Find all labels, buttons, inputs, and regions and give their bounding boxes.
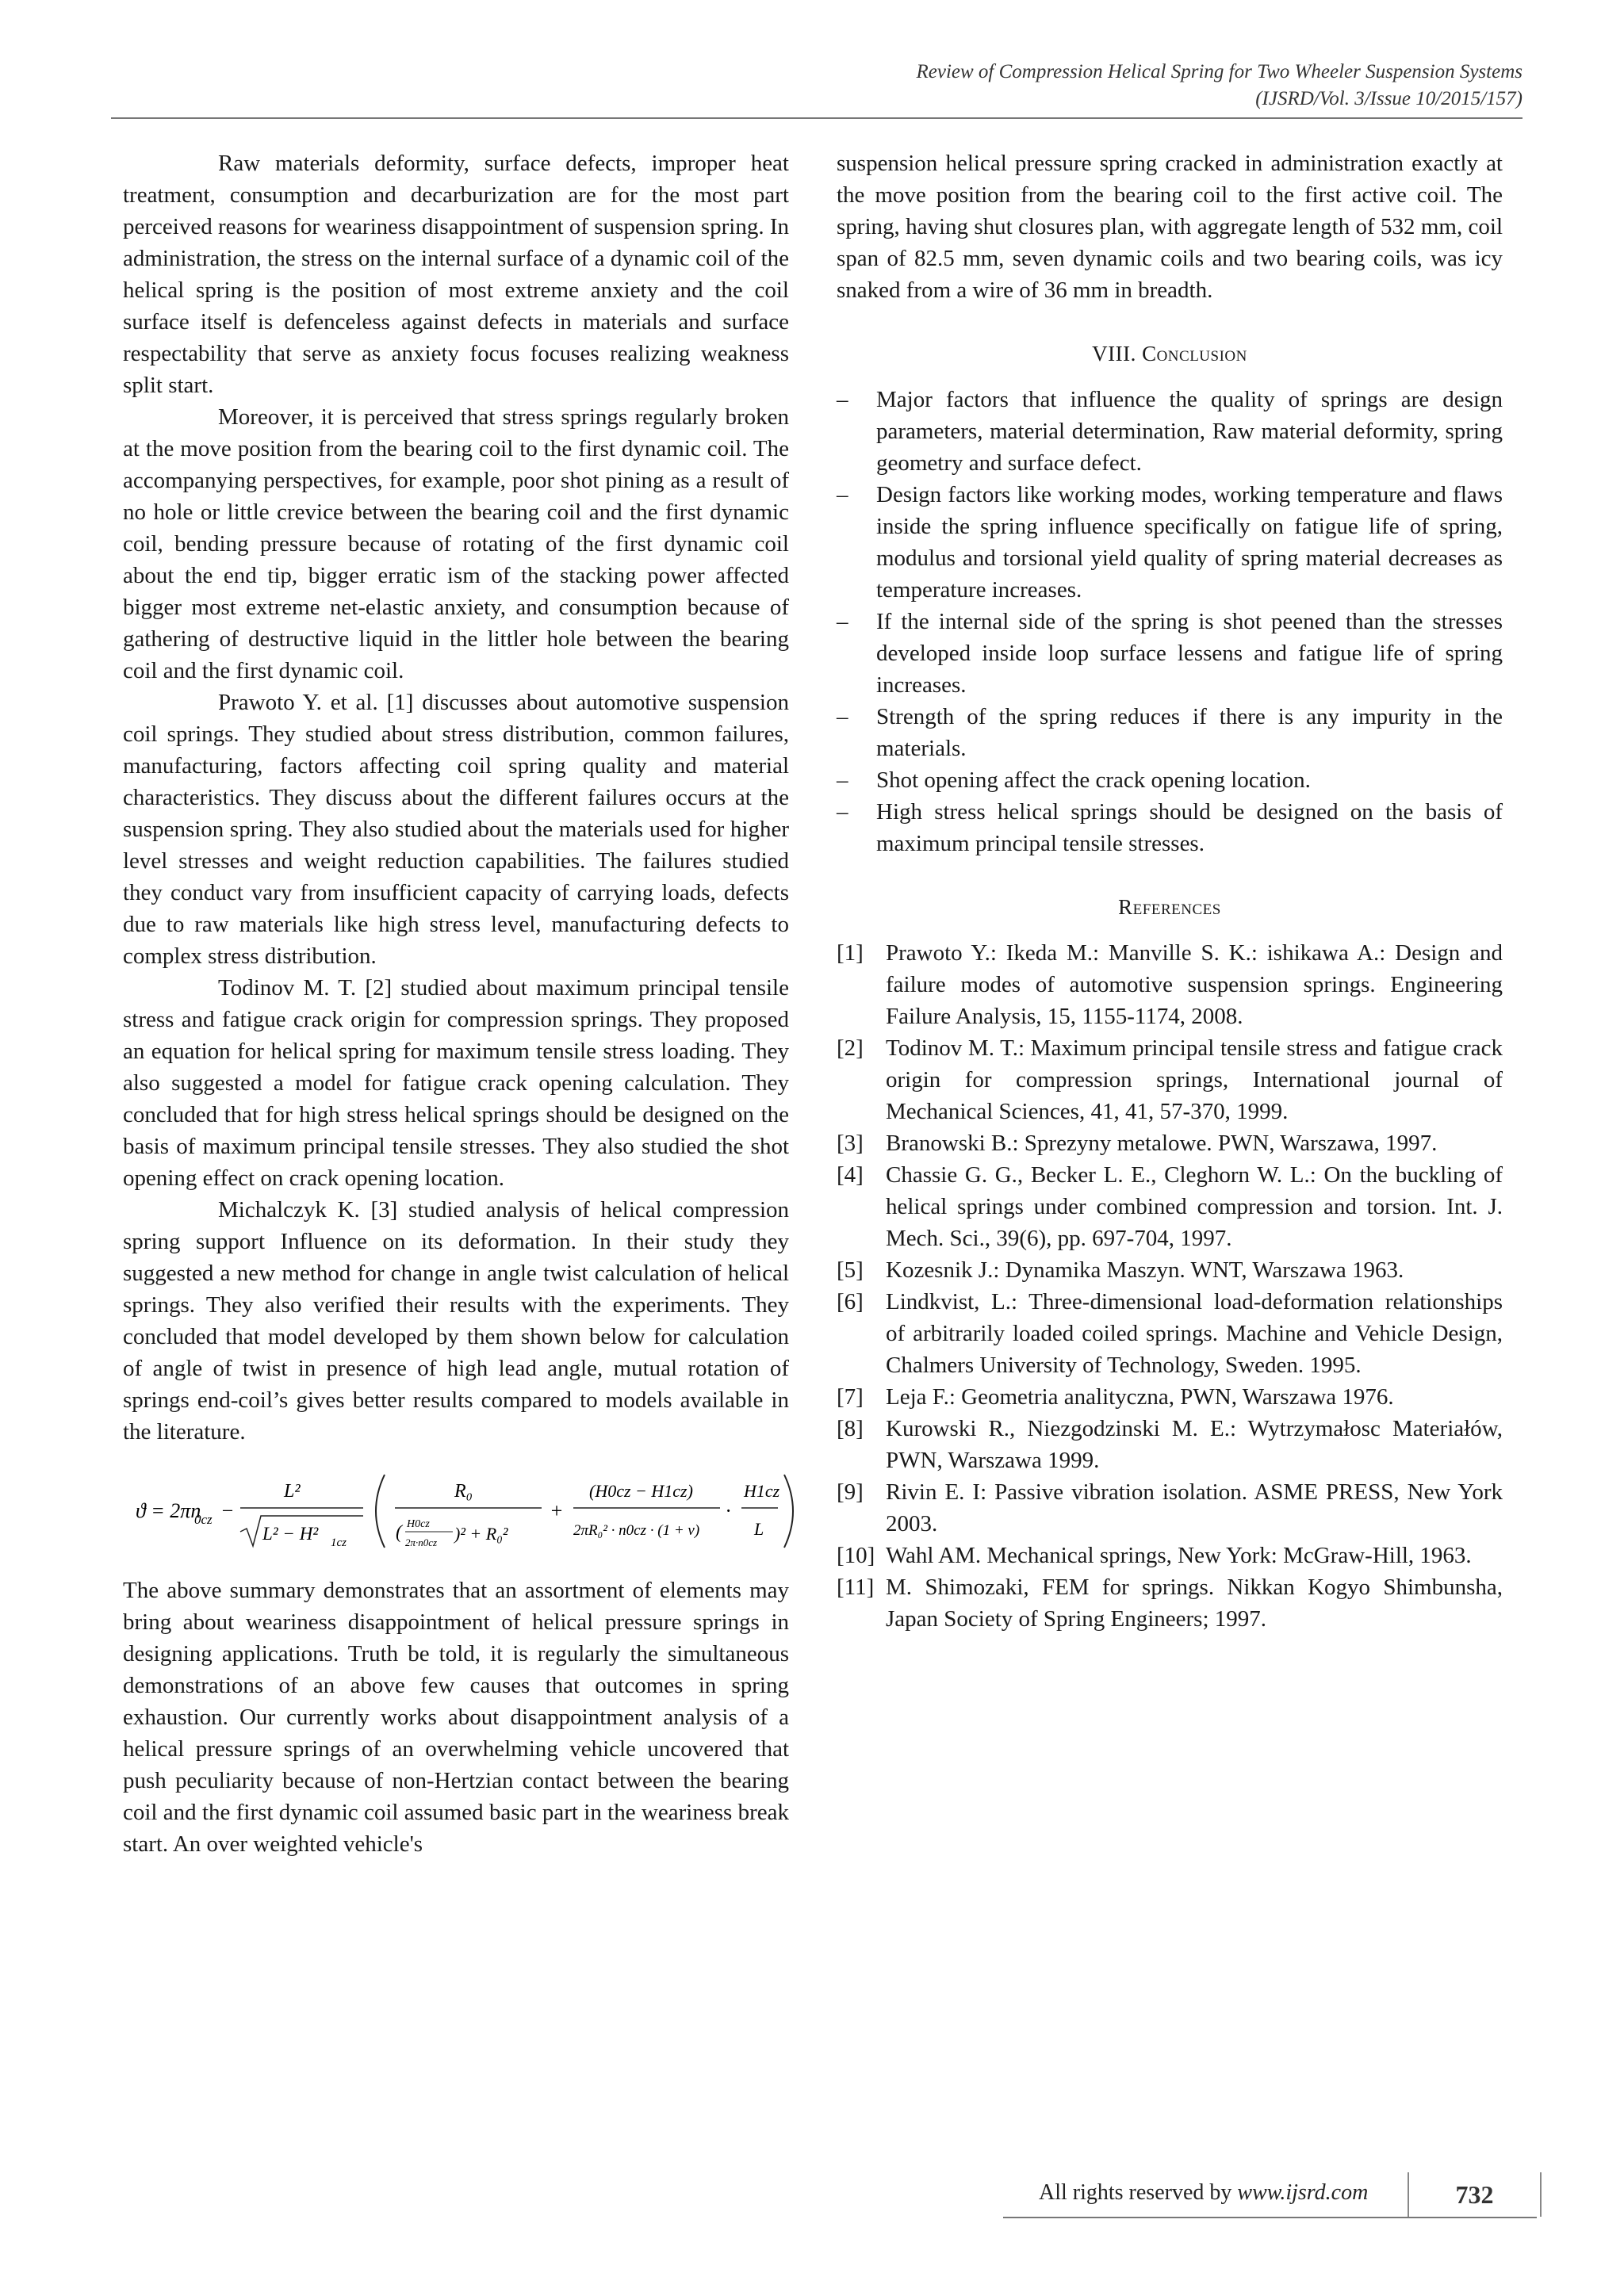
reference-item: [8] Kurowski R., Niezgodzinski M. E.: Wytrzymałosc Materiałów, PWN, Warszawa 1999.: [837, 1416, 1503, 1473]
conclusion-heading: VIII. Conclusion: [1092, 342, 1247, 365]
eq-lhs-sub: 0cz: [194, 1512, 213, 1527]
eq-num2: (H0cz − H1cz): [589, 1481, 693, 1501]
reference-list: [837, 937, 1503, 1635]
svg-text:(: (: [396, 1522, 402, 1543]
paragraph: Raw materials deformity, surface defects, improper heat treatment, consumption and decarburization are for the most part perceived reasons for weariness disappointment of suspension spring. In administration, the stress on the internal surface of a dynamic coil of the helical spring is the position of most extreme anxiety and the coil surface itself is defenceless against defects in materials and surface respectability that serve as anxiety focus focuses realizing weakness split start.: [123, 151, 789, 398]
reference-item: [11] M. Shimozaki, FEM for springs. Nikkan Kogyo Shimbunsha, Japan Society of Spring Engineers; 1997.: [837, 1575, 1503, 1632]
eq-h1cz: H1cz: [744, 1481, 780, 1501]
footer-rights-label: All rights reserved by: [1039, 2180, 1232, 2205]
eq-lhs: ϑ = 2πn: [136, 1499, 201, 1522]
eq-frac-num: H0cz: [407, 1518, 430, 1530]
header-divider: [111, 117, 1522, 119]
list-item: – Shot opening affect the crack opening location.: [837, 764, 1503, 796]
list-item: – If the internal side of the spring is shot peened than the stresses developed inside loop surface lessens and fatigue life of spring increases.: [837, 606, 1503, 701]
reference-item: [10] Wahl AM. Mechanical springs, New York: McGraw-Hill, 1963.: [837, 1543, 1472, 1568]
bullet-dash: –: [837, 482, 848, 507]
list-item: – Strength of the spring reduces if there is any impurity in the materials.: [837, 701, 1503, 764]
right-column: [837, 147, 1503, 1635]
reference-item: [6] Lindkvist, L.: Three-dimensional load-deformation relationships of arbitrarily loaded coiled springs. Machine and Vehicle Design, Chalmers University of Technology, Sweden. 1995.: [837, 1289, 1503, 1378]
footer-divider: [1003, 2217, 1537, 2218]
paragraph: Todinov M. T. [2] studied about maximum principal tensile stress and fatigue crack origin for compression springs. They proposed an equation for helical spring for maximum tensile stress loading. They also suggested a model for fatigue crack opening calculation. They concluded that for high stress helical springs should be designed on the basis of maximum principal tensile stresses. They also studied the shot opening effect on crack opening location.: [123, 975, 789, 1191]
eq-den2: 2πR₀² · n0cz · (1 + ν): [573, 1522, 700, 1539]
eq-r0: R₀: [454, 1481, 473, 1502]
left-column: [123, 147, 789, 1860]
references-heading: References: [1118, 895, 1221, 919]
paragraph: Moreover, it is perceived that stress springs regularly broken at the move position from the bearing coil to the first dynamic coil. The accompanying perspectives, for example, poor shot pining as a result of no hole or little crevice between the bearing coil and the first dynamic coil, bending pressure because of rotating of the first dynamic coil about the end tip, bigger erratic ism of the stacking power affected bigger most extreme net-elastic anxiety, and consumption because of gathering of destructive liquid in the littler hole between the bearing coil and the first dynamic coil.: [123, 404, 789, 683]
eq-dot: ·: [726, 1499, 731, 1522]
eq-sqrt-body: L² − H²: [262, 1524, 319, 1544]
bullet-dash: –: [837, 767, 848, 793]
list-item: – Major factors that influence the quality of springs are design parameters, material determination, Raw material deformity, spring geometry and surface defect.: [837, 384, 1503, 479]
reference-item: [7] Leja F.: Geometria analityczna, PWN, Warszawa 1976.: [837, 1384, 1394, 1410]
reference-item: [2] Todinov M. T.: Maximum principal tensile stress and fatigue crack origin for compression springs, International journal of Mechanical Sciences, 41, 41, 57-370, 1999.: [837, 1035, 1503, 1124]
paragraph: suspension helical pressure spring cracked in administration exactly at the move position from the bearing coil to the first active coil. The spring, having shut closures plan, with aggregate length of 532 mm, coil span of 82.5 mm, seven dynamic coils and two bearing coils, was icy snaked from a wire of 36 mm in breadth.: [837, 151, 1503, 303]
header-title: Review of Compression Helical Spring for Two Wheeler Suspension Systems: [916, 61, 1522, 82]
footer-rights: [1039, 2180, 1368, 2206]
header-journal: (IJSRD/Vol. 3/Issue 10/2015/157): [1255, 88, 1522, 109]
eq-plus: +: [550, 1499, 564, 1522]
bullet-dash: –: [837, 609, 848, 634]
paragraph: The above summary demonstrates that an assortment of elements may bring about weariness disappointment of helical pressure springs in designing applications. Truth be told, it is regularly the simultaneous demonstrations of an above few causes that outcomes in spring exhaustion. Our currently works about disappointment analysis of a helical pressure springs of an overwhelming vehicle uncovered that push peculiarity because of non-Hertzian contact between the bearing coil and the first dynamic coil assumed basic part in the weariness break start. An over weighted vehicle's: [123, 1578, 789, 1857]
bullet-dash: –: [837, 387, 848, 412]
equation-graphic: [129, 1467, 795, 1556]
eq-l-squared: L²: [284, 1481, 301, 1502]
eq-right-paren: [784, 1475, 793, 1548]
angle-of-twist-equation: [129, 1467, 789, 1556]
conclusion-list: [837, 384, 1503, 859]
reference-item: [9] Rivin E. I: Passive vibration isolation. ASME PRESS, New York 2003.: [837, 1479, 1503, 1536]
list-item: – High stress helical springs should be designed on the basis of maximum principal tensile stresses.: [837, 796, 1503, 859]
eq-frac-den: 2π·n0cz: [405, 1536, 438, 1548]
bullet-dash: –: [837, 704, 848, 729]
reference-item: [1] Prawoto Y.: Ikeda M.: Manville S. K.: ishikawa A.: Design and failure modes of automotive suspension springs. Engineering Failure Analysis, 15, 1155-1174, 2008.: [837, 940, 1503, 1029]
eq-left-paren: [376, 1475, 385, 1548]
eq-plus-r0sq: )² + R₀²: [454, 1524, 508, 1544]
eq-l: L: [754, 1519, 764, 1539]
running-header: [412, 59, 1522, 113]
eq-minus: −: [220, 1499, 235, 1522]
list-item: – Design factors like working modes, working temperature and flaws inside the spring influence specifically on fatigue life of spring, modulus and torsional yield quality of spring material decreases as temperature increases.: [837, 479, 1503, 606]
paragraph: Prawoto Y. et al. [1] discusses about automotive suspension coil springs. They studied about stress distribution, common failures, manufacturing, factors affecting coil spring quality and material characteristics. They discuss about the different failures occurs at the suspension spring. They also studied about the materials used for higher level stresses and weight reduction capabilities. The failures studied they conduct vary from insufficient capacity of carrying loads, defects due to raw materials like high stress level, manufacturing defects to complex stress distribution.: [123, 690, 789, 969]
bullet-dash: –: [837, 799, 848, 825]
eq-sqrt-sub: 1cz: [331, 1536, 347, 1549]
reference-item: [4] Chassie G. G., Becker L. E., Cleghorn W. L.: On the buckling of helical springs under combined compression and torsion. Int. J. Mech. Sci., 39(6), pp. 697-704, 1997.: [837, 1162, 1503, 1251]
paragraph: Michalczyk K. [3] studied analysis of helical compression spring support Influence on its deformation. In their study they suggested a new method for change in angle twist calculation of helical springs. They also verified their results with the experiments. They concluded that model developed by them shown below for calculation of angle of twist in presence of high lead angle, mutual rotation of springs end-coil’s gives better results compared to models available in the literature.: [123, 1197, 789, 1445]
reference-item: [3] Branowski B.: Sprezyny metalowe. PWN, Warszawa, 1997.: [837, 1131, 1438, 1156]
page-number: 732: [1408, 2172, 1542, 2217]
reference-item: [5] Kozesnik J.: Dynamika Maszyn. WNT, Warszawa 1963.: [837, 1257, 1404, 1283]
footer-site-link[interactable]: www.ijsrd.com: [1237, 2180, 1369, 2205]
